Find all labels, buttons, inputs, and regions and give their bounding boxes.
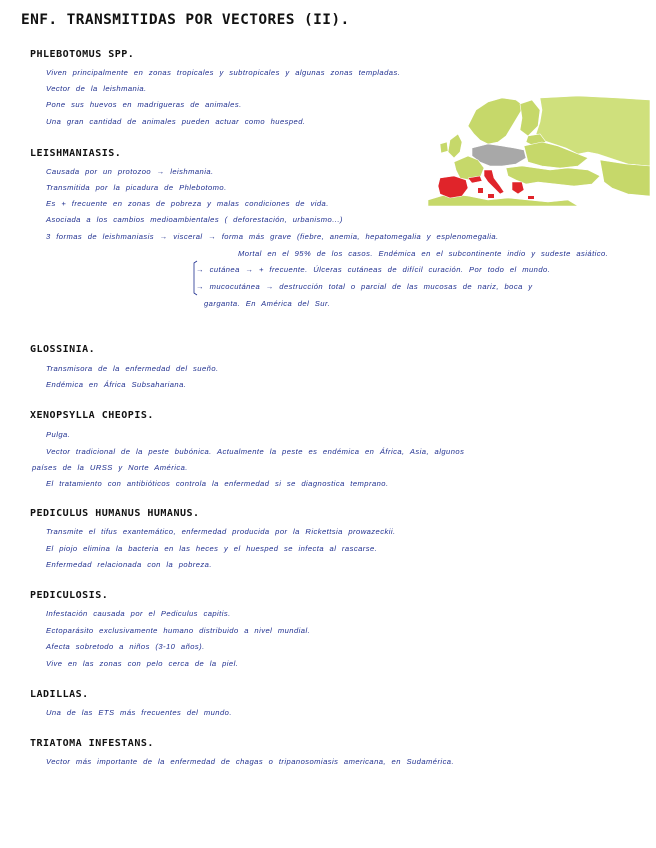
text-line: Viven principalmente en zonas tropicales y subtropicales y algunas zonas templadas.: [46, 68, 401, 77]
text-line: Afecta sobretodo a niños (3-10 años).: [46, 642, 205, 651]
text-line: Es + frecuente en zonas de pobreza y malas condiciones de vida.: [46, 199, 329, 208]
text-line: El tratamiento con antibióticos controla la enfermedad si se diagnostica temprano.: [46, 479, 389, 488]
text-line: Mortal en el 95% de los casos. Endémica en el subcontinente indio y sudeste asiático.: [238, 249, 609, 258]
section-heading-ladillas: LADILLAS.: [30, 689, 89, 700]
text-line: países de la URSS y Norte América.: [32, 463, 188, 472]
map-land-ireland: [440, 142, 448, 153]
text-line: Una gran cantidad de animales pueden actuar como huesped.: [46, 117, 306, 126]
section-heading-glossinia: GLOSSINIA.: [30, 344, 96, 355]
text-line: Transmisora de la enfermedad del sueño.: [46, 364, 219, 373]
text-line: → cutánea → + frecuente. Úlceras cutáneas de difícil curación. Por todo el mundo.: [196, 265, 551, 274]
section-heading-xenopsylla: XENOPSYLLA CHEOPIS.: [30, 410, 154, 421]
text-line: Transmite el tifus exantemático, enfermedad producida por la Rickettsia prowazeckii.: [46, 527, 396, 536]
text-line: Transmitida por la picadura de Phlebotomo.: [46, 183, 227, 192]
text-line: Endémica en África Subsahariana.: [46, 380, 187, 389]
text-line: Pulga.: [46, 430, 71, 439]
text-line: → mucocutánea → destrucción total o parcial de las mucosas de nariz, boca y: [196, 282, 533, 291]
text-line: Una de las ETS más frecuentes del mundo.: [46, 708, 232, 717]
forms-bracket: [193, 260, 199, 296]
text-line: garganta. En América del Sur.: [204, 299, 331, 308]
section-heading-pediculus: PEDICULUS HUMANUS HUMANUS.: [30, 508, 200, 519]
text-line: Enfermedad relacionada con la pobreza.: [46, 560, 212, 569]
text-line: El piojo elimina la bacteria en las heces y el huesped se infecta al rascarse.: [46, 544, 378, 553]
text-line: Causada por un protozoo → leishmania.: [46, 167, 214, 176]
leishmaniasis-distribution-map: [428, 96, 650, 206]
text-line: Infestación causada por el Pediculus capitis.: [46, 609, 231, 618]
text-line: Vive en las zonas con pelo cerca de la piel.: [46, 659, 239, 668]
text-line: Asociada a los cambios medioambientales ( deforestación, urbanismo...): [46, 215, 343, 224]
section-heading-leishmaniasis: LEISHMANIASIS.: [30, 148, 122, 159]
section-heading-triatoma: TRIATOMA INFESTANS.: [30, 738, 154, 749]
text-line: Ectoparásito exclusivamente humano distribuido a nivel mundial.: [46, 626, 311, 635]
text-line: Pone sus huevos en madrigueras de animales.: [46, 100, 242, 109]
text-line: Vector tradicional de la peste bubónica. Actualmente la peste es endémica en África, Asia, algunos: [46, 447, 465, 456]
section-heading-pediculosis: PEDICULOSIS.: [30, 590, 109, 601]
text-line: 3 formas de leishmaniasis → visceral → forma más grave (fiebre, anemia, hepatomegalia y esplenomegalia.: [46, 232, 499, 241]
text-line: Vector de la leishmania.: [46, 84, 147, 93]
page-title: ENF. TRANSMITIDAS POR VECTORES (II).: [21, 12, 350, 28]
text-line: Vector más importante de la enfermedad de chagas o tripanosomiasis americana, en Sudamérica.: [46, 757, 455, 766]
section-heading-phlebotomus: PHLEBOTOMUS SPP.: [30, 49, 135, 60]
